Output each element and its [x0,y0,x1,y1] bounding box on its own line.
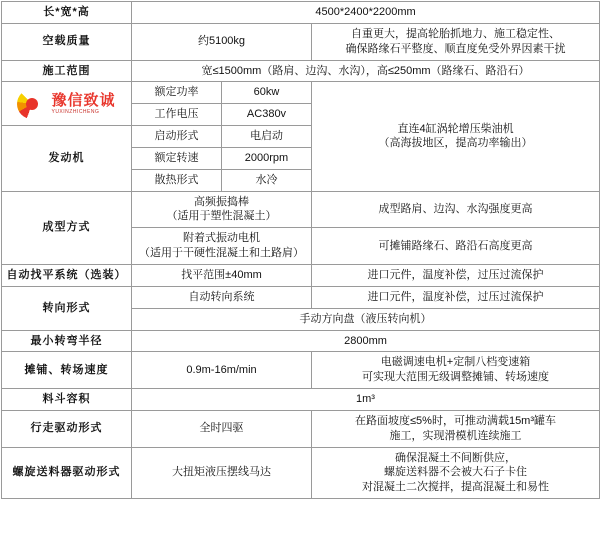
engine-item-name-2: 启动形式 [132,126,222,148]
table-row [2,23,600,60]
row-note-drive [312,410,600,447]
row-value-turn-radius: 2800mm [132,330,600,352]
row-note-screw [312,447,600,499]
forming-note-2: 可摊铺路缘石、路沿石高度更高 [312,228,600,265]
table-row [2,447,600,499]
forming-value-1 [132,191,312,228]
table-row [2,410,600,447]
table-row [2,191,600,228]
engine-item-name-1: 工作电压 [132,104,222,126]
row-label-engine: 发动机 [2,126,132,192]
logo-text [51,90,116,115]
screw-note-line1: 确保混凝土不间断供应， [395,451,517,464]
row-note-speed [312,352,600,389]
row-value-drive: 全时四驱 [132,410,312,447]
forming-value-1-line2: （适用于塑性混凝土） [166,210,277,223]
row-label-dimension: 长*宽*高 [2,2,132,24]
spec-sheet [0,1,600,556]
row-note-weight [312,23,600,60]
steering-value-1: 自动转向系统 [132,286,312,308]
drive-note-line2: 施工，实现滑模机连续施工 [389,429,522,442]
engine-item-value-4: 水冷 [222,169,312,191]
table-row [2,264,600,286]
row-label-drive: 行走驱动形式 [2,410,132,447]
row-label-screw: 螺旋送料器驱动形式 [2,447,132,499]
engine-item-value-1: AC380v [222,104,312,126]
row-label-leveling: 自动找平系统（选装） [2,264,132,286]
brand-logo-cell [2,82,132,126]
row-label-turn-radius: 最小转弯半径 [2,330,132,352]
row-value-scope: 宽≤1500mm（路肩、边沟、水沟），高≤250mm（路缘石、路沿石） [132,60,600,82]
engine-desc-line1: 直连4缸涡轮增压柴油机 [397,122,514,135]
forming-value-2 [132,228,312,265]
flame-logo-icon [17,89,47,119]
engine-item-name-0: 额定功率 [132,82,222,104]
table-row [2,286,600,308]
row-label-speed: 摊铺、转场速度 [2,352,132,389]
forming-note-1: 成型路肩、边沟、水沟强度更高 [312,191,600,228]
engine-item-name-4: 散热形式 [132,169,222,191]
row-value-weight: 约5100kg [132,23,312,60]
table-row [2,60,600,82]
forming-value-1-line1: 高频振捣棒 [194,195,249,208]
row-label-scope: 施工范围 [2,60,132,82]
forming-value-2-line1: 附着式振动电机 [183,232,260,245]
table-row [2,389,600,411]
screw-note-line3: 对混凝土二次搅拌，提高混凝土和易性 [362,481,550,494]
spec-table [1,1,600,499]
row-value-speed: 0.9m-16m/min [132,352,312,389]
row-value-dimension: 4500*2400*2200mm [132,2,600,24]
row-note-leveling: 进口元件，温度补偿，过压过流保护 [312,264,600,286]
row-value-screw: 大扭矩液压摆线马达 [132,447,312,499]
row-label-forming: 成型方式 [2,191,132,264]
engine-item-value-2: 电启动 [222,126,312,148]
table-row [2,352,600,389]
logo-english-name: YUXINZHICHENG [51,108,100,115]
weight-note-line1: 自重更大，提高轮胎抓地力、施工稳定性、 [351,27,561,40]
speed-note-line2: 可实现大范围无级调整摊铺、转场速度 [362,371,550,384]
table-row [2,2,600,24]
table-row [2,82,600,104]
weight-note-line2: 确保路缘石平整度、顺直度免受外界因素干扰 [345,42,566,55]
speed-note-line1: 电磁调速电机+定制八档变速箱 [380,356,531,369]
screw-note-line2: 螺旋送料器不会被大石子卡住 [384,466,528,479]
steering-value-2: 手动方向盘（液压转向机） [132,308,600,330]
engine-item-value-3: 2000rpm [222,147,312,169]
table-row [2,330,600,352]
forming-value-2-line2: （适用于干硬性混凝土和土路肩） [139,247,304,260]
engine-item-name-3: 额定转速 [132,147,222,169]
engine-item-value-0: 60kw [222,82,312,104]
row-value-leveling: 找平范围±40mm [132,264,312,286]
engine-desc-line2: （高海拔地区，提高功率输出） [378,137,533,150]
logo [4,87,129,121]
row-value-hopper: 1m³ [132,389,600,411]
row-label-hopper: 料斗容积 [2,389,132,411]
row-label-steering: 转向形式 [2,286,132,330]
engine-description [312,82,600,191]
drive-note-line1: 在路面坡度≤5%时，可推动满载15m³罐车 [355,414,557,427]
row-label-weight: 空载质量 [2,23,132,60]
steering-note-1: 进口元件，温度补偿，过压过流保护 [312,286,600,308]
logo-chinese-name: 豫信致诚 [51,90,116,109]
